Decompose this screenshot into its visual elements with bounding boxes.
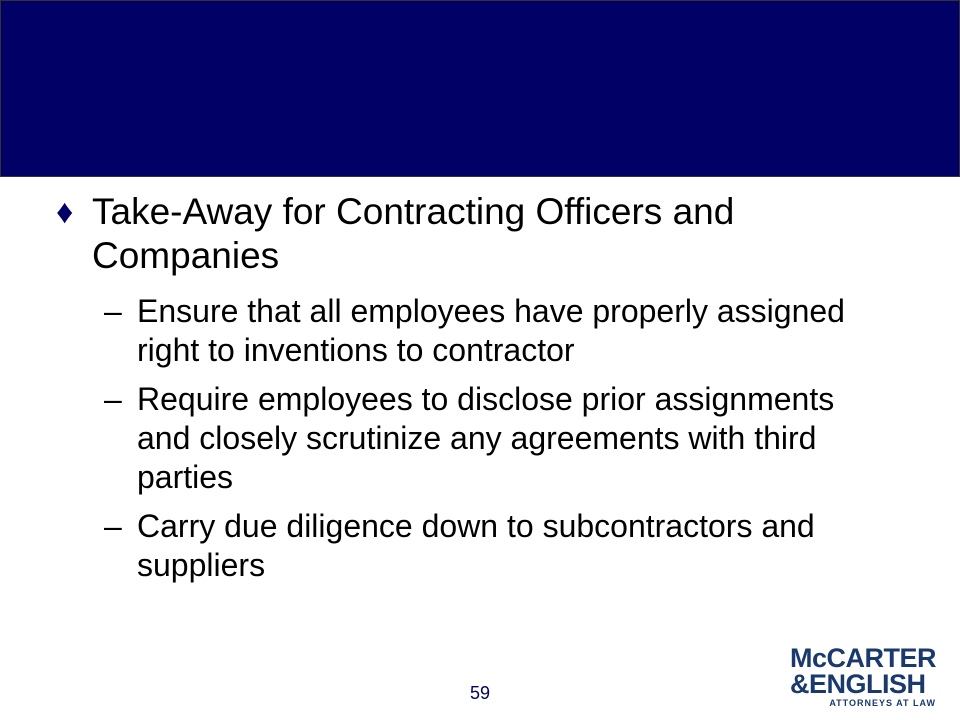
dash-marker: – xyxy=(104,293,122,329)
sub-bullet-text: Ensure that all employees have properly assigned right to inventions to contractor xyxy=(137,293,845,368)
logo-tagline: ATTORNEYS AT LAW xyxy=(829,698,936,708)
sub-bullet-text: Carry due diligence down to subcontractors and suppliers xyxy=(137,508,815,583)
logo-line-1: McCARTER xyxy=(790,643,937,673)
main-bullet-text: Take-Away for Contracting Officers and Companies xyxy=(92,191,735,276)
dash-marker: – xyxy=(104,508,122,544)
company-logo xyxy=(790,645,940,713)
logo-line-2: &ENGLISH xyxy=(790,669,926,699)
dash-marker: – xyxy=(104,381,122,417)
main-bullet xyxy=(56,188,876,278)
sub-bullet xyxy=(104,292,864,370)
sub-bullet xyxy=(104,507,864,585)
page-number: 59 xyxy=(469,683,491,703)
sub-bullet-text: Require employees to disclose prior assignments and closely scrutinize any agreements with third parties xyxy=(137,381,835,495)
sub-bullet-list xyxy=(104,292,864,595)
diamond-icon: ♦ xyxy=(56,193,74,231)
title-bar xyxy=(0,0,960,177)
sub-bullet xyxy=(104,380,864,497)
